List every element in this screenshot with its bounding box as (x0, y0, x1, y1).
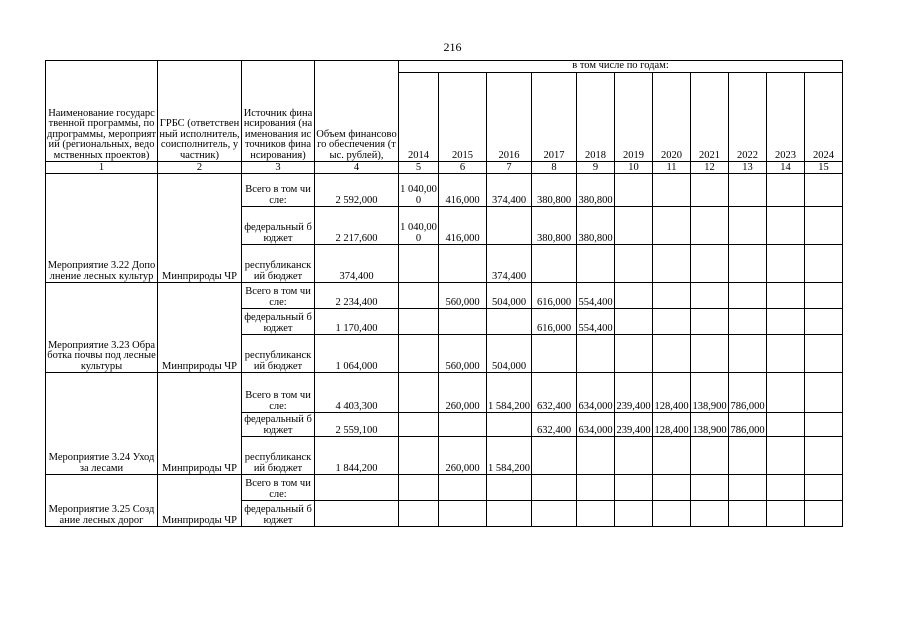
year-value (805, 413, 843, 437)
column-number: 14 (767, 162, 805, 174)
column-number: 15 (805, 162, 843, 174)
year-value (767, 174, 805, 207)
year-value (653, 207, 691, 245)
year-value: 560,000 (439, 283, 487, 309)
column-number: 11 (653, 162, 691, 174)
year-value (805, 245, 843, 283)
funding-total: 2 217,600 (315, 207, 399, 245)
year-value (805, 309, 843, 335)
funding-source: республиканский бюджет (242, 437, 315, 475)
year-value (439, 413, 487, 437)
header-year: 2014 (399, 72, 439, 162)
year-value (767, 283, 805, 309)
year-value: 634,000 (577, 373, 615, 413)
header-grbs: ГРБС (ответственный исполнитель, соисполнитель, участник) (158, 61, 242, 162)
table-row (46, 283, 843, 309)
year-value (439, 245, 487, 283)
header-source: Источник финансирования (наименования источников финансирования) (242, 61, 315, 162)
year-value (532, 475, 577, 501)
year-value (767, 207, 805, 245)
year-value (805, 335, 843, 373)
year-value: 239,400 (615, 413, 653, 437)
funding-total: 2 559,100 (315, 413, 399, 437)
funding-total (315, 501, 399, 527)
year-value: 560,000 (439, 335, 487, 373)
year-value (767, 373, 805, 413)
table-body (46, 174, 843, 527)
year-value (577, 437, 615, 475)
year-value (399, 373, 439, 413)
header-year: 2024 (805, 72, 843, 162)
year-value (653, 475, 691, 501)
year-value (805, 174, 843, 207)
year-value (729, 207, 767, 245)
year-value: 504,000 (487, 283, 532, 309)
funding-source: Всего в том числе: (242, 174, 315, 207)
year-value: 632,400 (532, 373, 577, 413)
column-number: 13 (729, 162, 767, 174)
year-value (577, 245, 615, 283)
year-value (767, 309, 805, 335)
year-value (399, 501, 439, 527)
measure-grbs: Минприроды ЧР (158, 475, 242, 527)
column-number: 5 (399, 162, 439, 174)
header-name: Наименование государственной программы, подпрограммы, мероприятий (региональных, ведомственных проектов) (46, 61, 158, 162)
funding-source: федеральный бюджет (242, 309, 315, 335)
year-value (615, 437, 653, 475)
header-year: 2017 (532, 72, 577, 162)
year-value (399, 437, 439, 475)
year-value (399, 413, 439, 437)
year-value: 380,800 (532, 174, 577, 207)
year-value: 786,000 (729, 373, 767, 413)
year-value: 1 584,200 (487, 437, 532, 475)
year-value: 374,400 (487, 245, 532, 283)
year-value (577, 501, 615, 527)
measure-name: Мероприятие 3.25 Создание лесных дорог (46, 475, 158, 527)
year-value (767, 501, 805, 527)
year-value (729, 501, 767, 527)
year-value (399, 245, 439, 283)
year-value (487, 475, 532, 501)
page-number: 216 (443, 40, 462, 54)
year-value (439, 309, 487, 335)
header-year: 2018 (577, 72, 615, 162)
measure-grbs: Минприроды ЧР (158, 373, 242, 475)
measure-name: Мероприятие 3.23 Обработка почвы под лесные культуры (46, 283, 158, 373)
funding-total: 1 064,000 (315, 335, 399, 373)
year-value (487, 309, 532, 335)
year-value (615, 207, 653, 245)
year-value: 554,400 (577, 283, 615, 309)
funding-source: федеральный бюджет (242, 207, 315, 245)
year-value (653, 174, 691, 207)
year-value: 128,400 (653, 413, 691, 437)
year-value (615, 501, 653, 527)
measure-grbs: Минприроды ЧР (158, 174, 242, 283)
year-value: 128,400 (653, 373, 691, 413)
year-value (767, 413, 805, 437)
year-value: 239,400 (615, 373, 653, 413)
column-number: 3 (242, 162, 315, 174)
year-value: 616,000 (532, 283, 577, 309)
year-value (653, 309, 691, 335)
year-value: 380,800 (577, 207, 615, 245)
year-value (577, 335, 615, 373)
funding-source: Всего в том числе: (242, 283, 315, 309)
year-value (615, 335, 653, 373)
column-number: 10 (615, 162, 653, 174)
funding-total: 1 170,400 (315, 309, 399, 335)
year-value: 616,000 (532, 309, 577, 335)
column-number: 4 (315, 162, 399, 174)
year-value (691, 207, 729, 245)
year-value (729, 437, 767, 475)
year-value: 138,900 (691, 413, 729, 437)
year-value (691, 501, 729, 527)
year-value (805, 437, 843, 475)
header-year: 2021 (691, 72, 729, 162)
year-value (653, 283, 691, 309)
column-number: 12 (691, 162, 729, 174)
column-number: 8 (532, 162, 577, 174)
year-value: 374,400 (487, 174, 532, 207)
year-value (399, 283, 439, 309)
header-year: 2023 (767, 72, 805, 162)
table-row (46, 373, 843, 413)
year-value (805, 475, 843, 501)
year-value (805, 501, 843, 527)
header-year: 2022 (729, 72, 767, 162)
year-value (615, 283, 653, 309)
header-year: 2016 (487, 72, 532, 162)
year-value (615, 475, 653, 501)
header-year: 2020 (653, 72, 691, 162)
year-value: 416,000 (439, 207, 487, 245)
year-value (615, 309, 653, 335)
funding-source: Всего в том числе: (242, 475, 315, 501)
year-value: 138,900 (691, 373, 729, 413)
funding-total: 2 592,000 (315, 174, 399, 207)
year-value (767, 437, 805, 475)
column-number: 2 (158, 162, 242, 174)
year-value: 260,000 (439, 437, 487, 475)
year-value (691, 245, 729, 283)
year-value (487, 413, 532, 437)
year-value (691, 475, 729, 501)
funding-source: Всего в том числе: (242, 373, 315, 413)
header-year: 2019 (615, 72, 653, 162)
year-value: 380,800 (532, 207, 577, 245)
year-value (805, 207, 843, 245)
column-number: 6 (439, 162, 487, 174)
year-value (729, 475, 767, 501)
year-value (767, 475, 805, 501)
year-value (729, 309, 767, 335)
year-value (691, 437, 729, 475)
funding-total: 4 403,300 (315, 373, 399, 413)
year-value: 786,000 (729, 413, 767, 437)
year-value: 632,400 (532, 413, 577, 437)
column-number: 9 (577, 162, 615, 174)
column-number: 1 (46, 162, 158, 174)
year-value (691, 283, 729, 309)
year-value (532, 501, 577, 527)
measure-name: Мероприятие 3.22 Дополнение лесных культур (46, 174, 158, 283)
measure-name: Мероприятие 3.24 Уход за лесами (46, 373, 158, 475)
year-value (653, 437, 691, 475)
year-value: 1 040,000 (399, 207, 439, 245)
header-volume: Объем финансового обеспечения (тыс. рублей), (315, 61, 399, 162)
year-value (691, 335, 729, 373)
year-value: 416,000 (439, 174, 487, 207)
year-value (805, 373, 843, 413)
year-value (615, 245, 653, 283)
year-value (439, 501, 487, 527)
funding-source: федеральный бюджет (242, 501, 315, 527)
year-value: 634,000 (577, 413, 615, 437)
year-value: 380,800 (577, 174, 615, 207)
column-numbers-row (46, 162, 843, 174)
year-value: 554,400 (577, 309, 615, 335)
year-value (399, 475, 439, 501)
year-value (532, 245, 577, 283)
funding-total: 1 844,200 (315, 437, 399, 475)
funding-total (315, 475, 399, 501)
measure-grbs: Минприроды ЧР (158, 283, 242, 373)
funding-source: республиканский бюджет (242, 245, 315, 283)
year-value (439, 475, 487, 501)
year-value (577, 475, 615, 501)
funding-total: 2 234,400 (315, 283, 399, 309)
year-value (653, 335, 691, 373)
year-value (615, 174, 653, 207)
year-value (729, 335, 767, 373)
year-value (729, 245, 767, 283)
year-value (487, 207, 532, 245)
year-value (729, 174, 767, 207)
year-value: 1 040,000 (399, 174, 439, 207)
year-value (399, 309, 439, 335)
table-row (46, 174, 843, 207)
budget-table (45, 60, 843, 527)
column-number: 7 (487, 162, 532, 174)
year-value (487, 501, 532, 527)
year-value (805, 283, 843, 309)
year-value (532, 437, 577, 475)
year-value (767, 245, 805, 283)
funding-source: федеральный бюджет (242, 413, 315, 437)
year-value (653, 501, 691, 527)
year-value: 1 584,200 (487, 373, 532, 413)
year-value (691, 174, 729, 207)
funding-total: 374,400 (315, 245, 399, 283)
year-value (399, 335, 439, 373)
table-row (46, 475, 843, 501)
year-value (691, 309, 729, 335)
year-value: 504,000 (487, 335, 532, 373)
header-year: 2015 (439, 72, 487, 162)
funding-source: республиканский бюджет (242, 335, 315, 373)
year-value: 260,000 (439, 373, 487, 413)
header-years-title: в том числе по годам: (399, 61, 843, 73)
year-value (729, 283, 767, 309)
year-value (653, 245, 691, 283)
year-value (767, 335, 805, 373)
year-value (532, 335, 577, 373)
